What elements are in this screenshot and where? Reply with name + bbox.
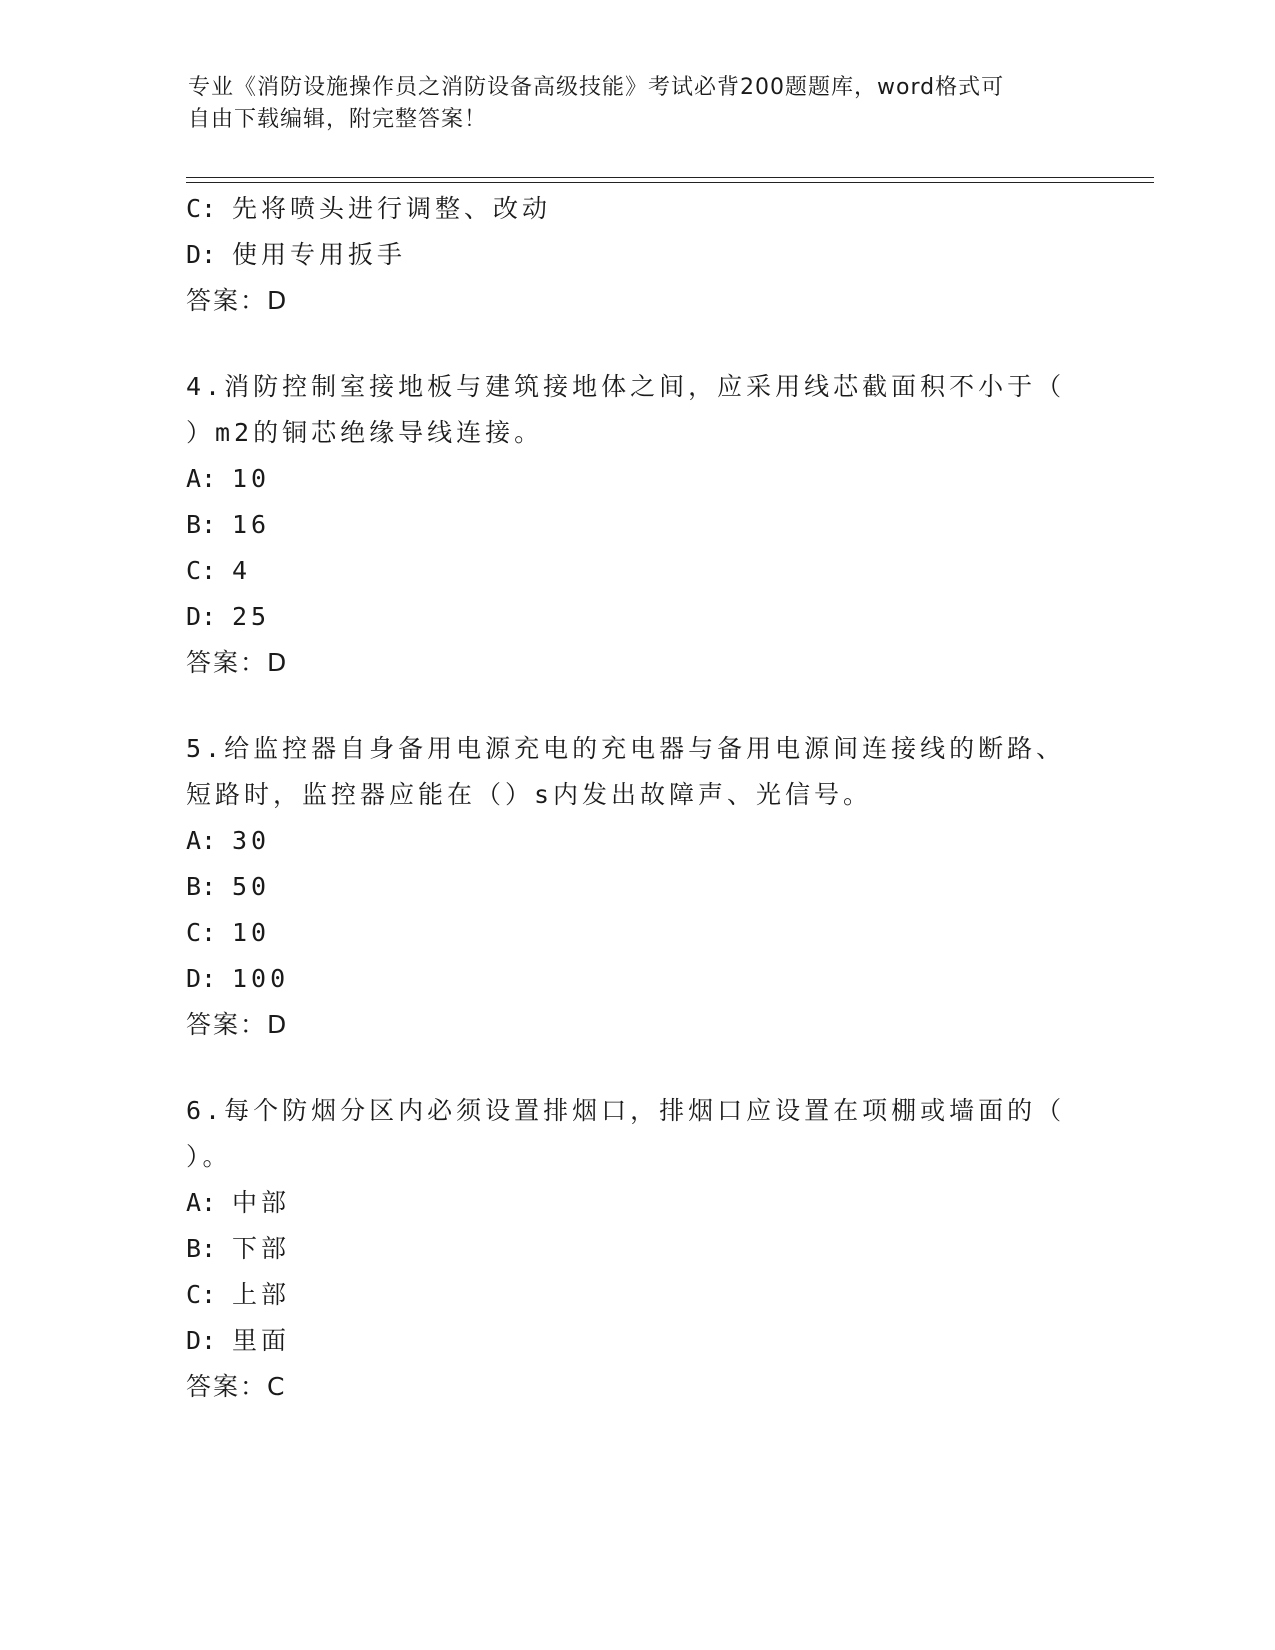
option-text: 16 bbox=[232, 510, 271, 539]
option-label: D: bbox=[186, 240, 217, 269]
q5-answer: 答案：D bbox=[186, 1010, 289, 1039]
q6-option-d bbox=[186, 1318, 1086, 1364]
spacer bbox=[186, 686, 1086, 726]
q3-option-d bbox=[186, 232, 1086, 278]
q5-option-b bbox=[186, 864, 1086, 910]
option-label: B: bbox=[186, 510, 217, 539]
option-label: C: bbox=[186, 918, 217, 947]
q4-stem-line-2: ）m2的铜芯绝缘导线连接。 bbox=[186, 418, 544, 447]
option-text: 50 bbox=[232, 872, 271, 901]
option-label: B: bbox=[186, 1234, 217, 1263]
option-text: 100 bbox=[232, 964, 290, 993]
spacer bbox=[186, 324, 1086, 364]
q5-option-d bbox=[186, 956, 1086, 1002]
option-label: D: bbox=[186, 602, 217, 631]
q4-option-b bbox=[186, 502, 1086, 548]
option-text: 中部 bbox=[232, 1188, 291, 1217]
option-label: A: bbox=[186, 826, 217, 855]
option-text: 使用专用扳手 bbox=[232, 240, 407, 269]
q5-stem-line-1: 5.给监控器自身备用电源充电的充电器与备用电源间连接线的断路、 bbox=[186, 734, 1066, 763]
q4-option-a bbox=[186, 456, 1086, 502]
q6-answer: 答案：C bbox=[186, 1372, 287, 1401]
q6-stem-line-1: 6.每个防烟分区内必须设置排烟口，排烟口应设置在项棚或墙面的（ bbox=[186, 1096, 1066, 1125]
option-text: 4 bbox=[232, 556, 252, 585]
option-label: D: bbox=[186, 1326, 217, 1355]
header-divider-bottom bbox=[186, 182, 1154, 183]
option-text: 30 bbox=[232, 826, 271, 855]
q5-option-a bbox=[186, 818, 1086, 864]
option-label: A: bbox=[186, 464, 217, 493]
option-text: 下部 bbox=[232, 1234, 291, 1263]
header-line-1: 专业《消防设施操作员之消防设备高级技能》考试必背200题题库，word格式可 bbox=[188, 75, 1005, 100]
q4-option-d bbox=[186, 594, 1086, 640]
q6-option-a bbox=[186, 1180, 1086, 1226]
q4-stem-line-1: 4.消防控制室接地板与建筑接地体之间，应采用线芯截面积不小于（ bbox=[186, 372, 1066, 401]
q3-answer: 答案：D bbox=[186, 286, 289, 315]
spacer bbox=[186, 1048, 1086, 1088]
header-line-2: 自由下载编辑，附完整答案！ bbox=[188, 107, 488, 132]
option-label: A: bbox=[186, 1188, 217, 1217]
q5-option-c bbox=[186, 910, 1086, 956]
option-text: 25 bbox=[232, 602, 271, 631]
option-text: 10 bbox=[232, 918, 271, 947]
option-text: 先将喷头进行调整、改动 bbox=[232, 194, 552, 223]
option-label: D: bbox=[186, 964, 217, 993]
option-text: 10 bbox=[232, 464, 271, 493]
option-text: 上部 bbox=[232, 1280, 291, 1309]
option-label: C: bbox=[186, 194, 217, 223]
q6-option-c bbox=[186, 1272, 1086, 1318]
q4-answer: 答案：D bbox=[186, 648, 289, 677]
option-label: B: bbox=[186, 872, 217, 901]
document-header bbox=[188, 72, 1088, 136]
q4-option-c bbox=[186, 548, 1086, 594]
q6-stem-line-2: ）。 bbox=[186, 1142, 232, 1171]
option-text: 里面 bbox=[232, 1326, 291, 1355]
q3-option-c bbox=[186, 186, 1086, 232]
option-label: C: bbox=[186, 1280, 217, 1309]
question-list bbox=[186, 186, 1086, 1410]
q6-option-b bbox=[186, 1226, 1086, 1272]
header-divider-top bbox=[186, 177, 1154, 178]
option-label: C: bbox=[186, 556, 217, 585]
q5-stem-line-2: 短路时，监控器应能在（）s内发出故障声、光信号。 bbox=[186, 780, 873, 809]
